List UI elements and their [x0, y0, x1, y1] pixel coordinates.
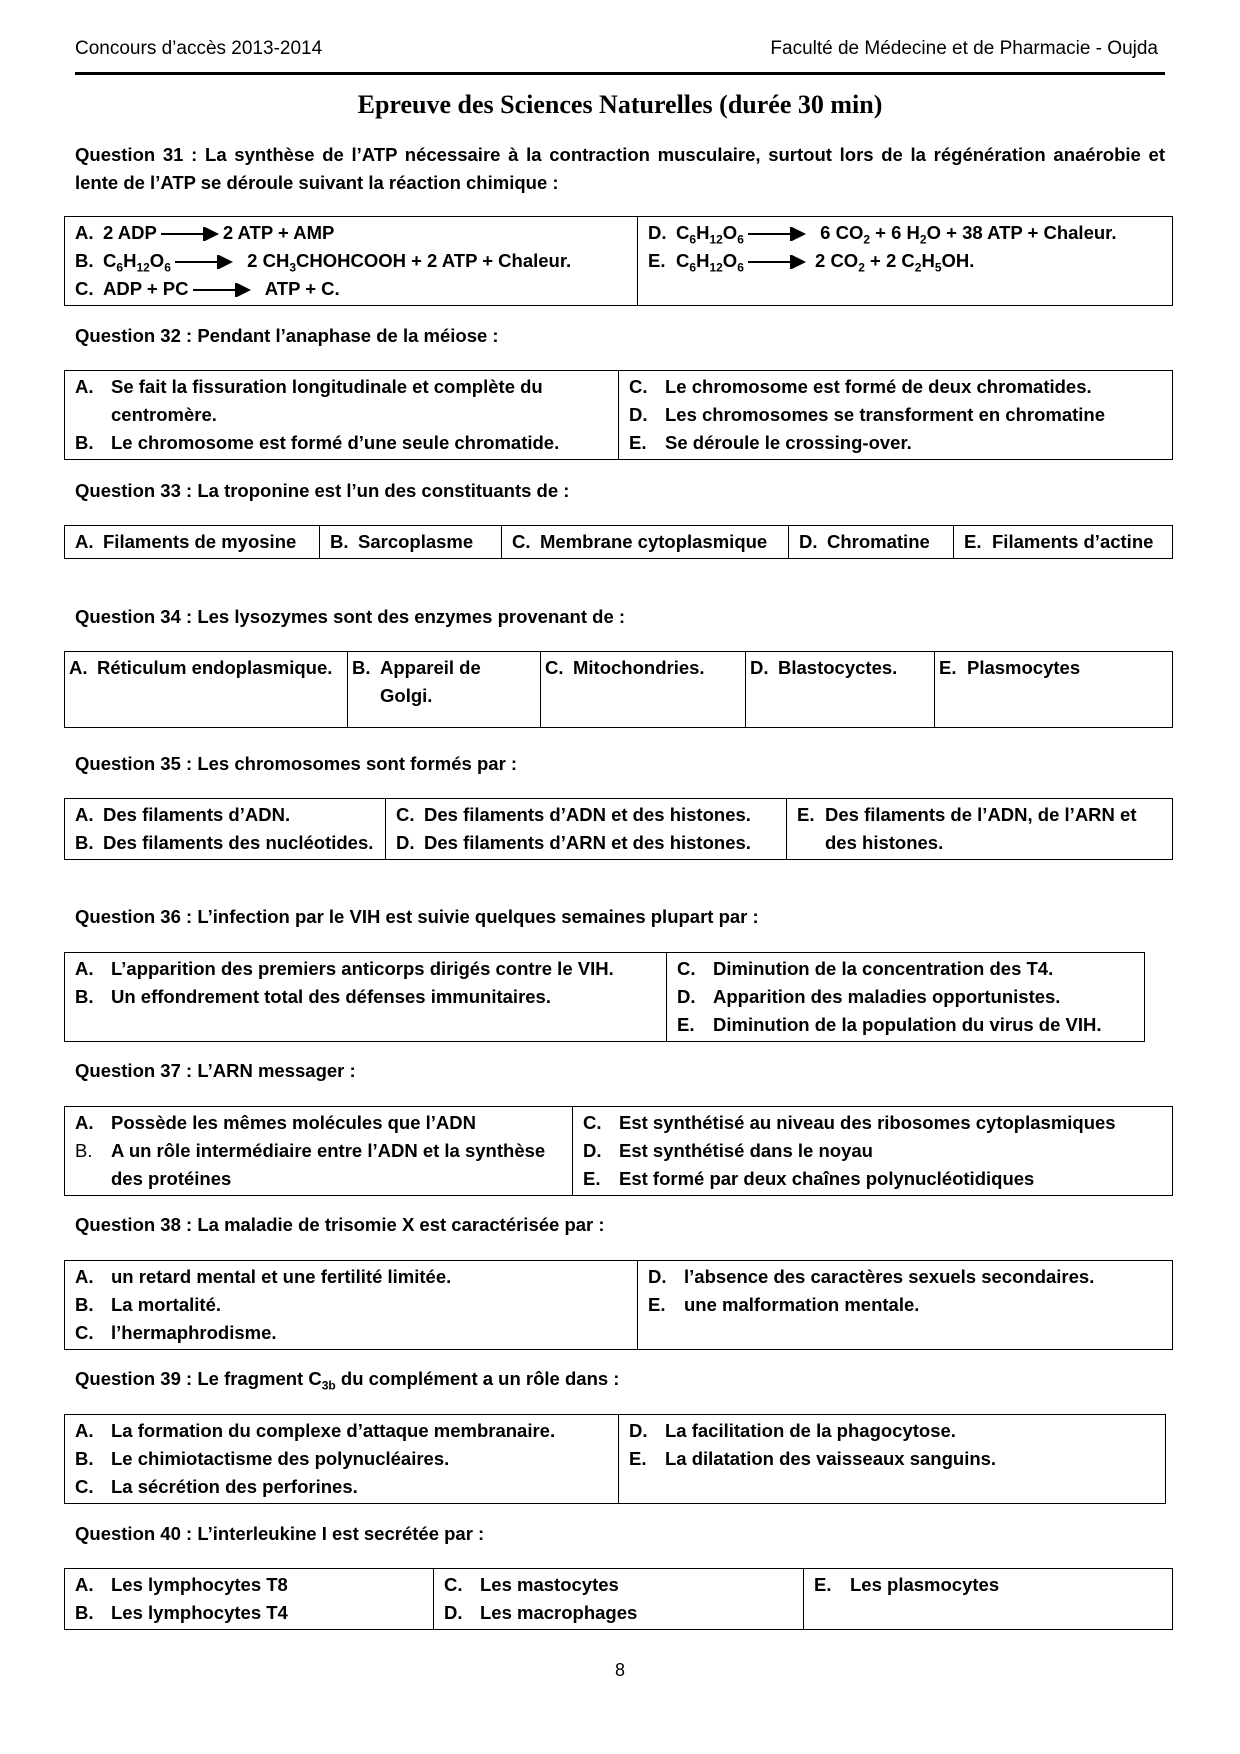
option-38-b[interactable]: B. La mortalité. — [75, 1294, 221, 1315]
option-39-b[interactable]: B. Le chimiotactisme des polynucléaires. — [75, 1448, 450, 1469]
option-37-c[interactable]: C. Est synthétisé au niveau des ribosomes cytoplasmiques — [583, 1112, 1116, 1133]
header-right: Faculté de Médecine et de Pharmacie - Oujda — [770, 38, 1158, 59]
option-39-a[interactable]: A. La formation du complexe d’attaque membranaire. — [75, 1420, 556, 1441]
question-35 — [75, 750, 517, 778]
option-31-a[interactable]: A. 2 ADP 2 ATP + AMP — [75, 222, 335, 243]
option-38-c[interactable]: C. l’hermaphrodisme. — [75, 1322, 277, 1343]
option-37-e[interactable]: E. Est formé par deux chaînes polynucléotidiques — [583, 1168, 1035, 1189]
option-32-c[interactable]: C. Le chromosome est formé de deux chromatides. — [629, 376, 1092, 397]
options-38 — [64, 1260, 1173, 1350]
options-31 — [64, 216, 1173, 306]
question-label: Question 34 : — [75, 606, 193, 627]
question-31 — [75, 141, 1165, 197]
question-33 — [75, 477, 569, 505]
option-36-e[interactable]: E. Diminution de la population du virus de VIH. — [677, 1014, 1102, 1035]
option-39-d[interactable]: D. La facilitation de la phagocytose. — [629, 1420, 956, 1441]
question-text: La troponine est l’un des constituants de : — [197, 480, 570, 501]
option-34-b[interactable]: B. Appareil de Golgi. — [352, 657, 481, 706]
question-label: Question 33 : — [75, 480, 193, 501]
question-39 — [75, 1365, 619, 1393]
option-38-d[interactable]: D. l’absence des caractères sexuels secondaires. — [648, 1266, 1095, 1287]
header-left: Concours d’accès 2013-2014 — [75, 38, 323, 59]
arrow-icon — [748, 255, 806, 269]
option-36-c[interactable]: C. Diminution de la concentration des T4. — [677, 958, 1054, 979]
reaction-left: ADP + PC — [103, 278, 189, 299]
question-38 — [75, 1211, 605, 1239]
reaction-right: 2 ATP + AMP — [222, 222, 335, 243]
option-31-d[interactable]: D. $C_6H_{12}O_6$ 6 $CO_2 + 6$ $H_2O + 38$ ATP + Chaleur. — [648, 222, 1117, 247]
option-31-e[interactable]: E. $C_6H_{12}O_6$ 2 $CO_2 + 2$ $C_2H_5OH$. — [648, 250, 975, 275]
question-text: L’interleukine I est secrétée par : — [197, 1523, 485, 1544]
options-39 — [64, 1414, 1166, 1504]
question-label: Question 35 : — [75, 753, 193, 774]
header-divider — [75, 72, 1165, 75]
option-34-e[interactable]: E. Plasmocytes — [939, 657, 1081, 678]
option-31-b[interactable]: B. $C_6H_{12}O_6$ 2 $CH_3CHOHCOOH + 2$ ATP + Chaleur. — [75, 250, 572, 275]
question-text: Les chromosomes sont formés par : — [197, 753, 518, 774]
option-37-d[interactable]: D. Est synthétisé dans le noyau — [583, 1140, 873, 1161]
reaction-left: 2 ADP — [103, 222, 157, 243]
option-35-a[interactable]: A. Des filaments d’ADN. — [75, 804, 291, 825]
options-40 — [64, 1568, 1173, 1630]
option-32-a[interactable]: A. Se fait la fissuration longitudinale et complète du centromère. — [75, 376, 543, 425]
question-text: L’infection par le VIH est suivie quelques semaines plupart par : — [197, 906, 759, 927]
question-34 — [75, 603, 625, 631]
option-40-b[interactable]: B. Les lymphocytes T4 — [75, 1602, 288, 1623]
option-35-e[interactable]: E. Des filaments de l’ADN, de l’ARN et des histones. — [797, 804, 1137, 853]
page-number: 8 — [614, 1660, 625, 1680]
question-label: Question 38 : — [75, 1214, 193, 1235]
arrow-icon — [748, 227, 806, 241]
option-33-a[interactable]: A. Filaments de myosine — [75, 531, 297, 552]
options-35 — [64, 798, 1173, 860]
arrow-icon — [175, 255, 233, 269]
question-text: Pendant l’anaphase de la méiose : — [197, 325, 499, 346]
option-35-d[interactable]: D. Des filaments d’ARN et des histones. — [396, 832, 751, 853]
option-32-b[interactable]: B. Le chromosome est formé d’une seule chromatide. — [75, 432, 560, 453]
option-33-c[interactable]: C. Membrane cytoplasmique — [512, 531, 768, 552]
question-40 — [75, 1520, 484, 1548]
arrow-icon — [161, 227, 219, 241]
options-34 — [64, 651, 1173, 728]
options-33 — [64, 525, 1173, 559]
option-37-a[interactable]: A. Possède les mêmes molécules que l’ADN — [75, 1112, 477, 1133]
option-35-b[interactable]: B. Des filaments des nucléotides. — [75, 832, 374, 853]
question-label: Question 39 : — [75, 1368, 193, 1389]
option-33-d[interactable]: D. Chromatine — [799, 531, 930, 552]
page-title: Epreuve des Sciences Naturelles (durée 30 min) — [357, 90, 883, 119]
question-37 — [75, 1057, 356, 1085]
question-label: Question 37 : — [75, 1060, 193, 1081]
option-38-a[interactable]: A. un retard mental et une fertilité limitée. — [75, 1266, 452, 1287]
question-label: Question 31 : — [75, 144, 198, 165]
question-32 — [75, 322, 499, 350]
option-34-c[interactable]: C. Mitochondries. — [545, 657, 705, 678]
option-37-b[interactable]: B. A un rôle intermédiaire entre l’ADN et la synthèse des protéines — [75, 1140, 546, 1189]
option-34-d[interactable]: D. Blastocyctes. — [750, 657, 898, 678]
question-text: Les lysozymes sont des enzymes provenant de : — [197, 606, 626, 627]
options-32 — [64, 370, 1173, 460]
option-38-e[interactable]: E. une malformation mentale. — [648, 1294, 920, 1315]
option-33-e[interactable]: E. Filaments d’actine — [964, 531, 1154, 552]
arrow-icon — [193, 283, 251, 297]
option-33-b[interactable]: B. Sarcoplasme — [330, 531, 474, 552]
option-34-a[interactable]: A. Réticulum endoplasmique. — [69, 657, 333, 678]
option-31-c[interactable]: C. ADP + PC ATP + C. — [75, 278, 340, 299]
question-text: Le fragment $C_{3b}$ du complément a un rôle dans : — [197, 1368, 620, 1393]
option-36-a[interactable]: A. L’apparition des premiers anticorps dirigés contre le VIH. — [75, 958, 614, 979]
option-32-d[interactable]: D. Les chromosomes se transforment en chromatine — [629, 404, 1106, 425]
options-37 — [64, 1106, 1173, 1196]
option-35-c[interactable]: C. Des filaments d’ADN et des histones. — [396, 804, 751, 825]
option-39-e[interactable]: E. La dilatation des vaisseaux sanguins. — [629, 1448, 997, 1469]
option-40-e[interactable]: E. Les plasmocytes — [814, 1574, 1000, 1595]
reaction-right: ATP + C. — [264, 278, 340, 299]
option-36-b[interactable]: B. Un effondrement total des défenses immunitaires. — [75, 986, 551, 1007]
question-text: La synthèse de l’ATP nécessaire à la contraction musculaire, surtout lors de la régénération anaérobie et lente de l’ATP se déroule suivant la réaction chimique : — [75, 144, 1165, 193]
option-40-c[interactable]: C. Les mastocytes — [444, 1574, 619, 1595]
option-39-c[interactable]: C. La sécrétion des perforines. — [75, 1476, 358, 1497]
question-label: Question 40 : — [75, 1523, 193, 1544]
question-text: L’ARN messager : — [197, 1060, 356, 1081]
options-36 — [64, 952, 1145, 1042]
option-40-a[interactable]: A. Les lymphocytes T8 — [75, 1574, 288, 1595]
question-text: La maladie de trisomie X est caractérisée par : — [197, 1214, 605, 1235]
question-36 — [75, 903, 759, 931]
question-label: Question 32 : — [75, 325, 193, 346]
option-40-d[interactable]: D. Les macrophages — [444, 1602, 638, 1623]
question-label: Question 36 : — [75, 906, 193, 927]
option-32-e[interactable]: E. Se déroule le crossing-over. — [629, 432, 912, 453]
option-36-d[interactable]: D. Apparition des maladies opportunistes. — [677, 986, 1061, 1007]
